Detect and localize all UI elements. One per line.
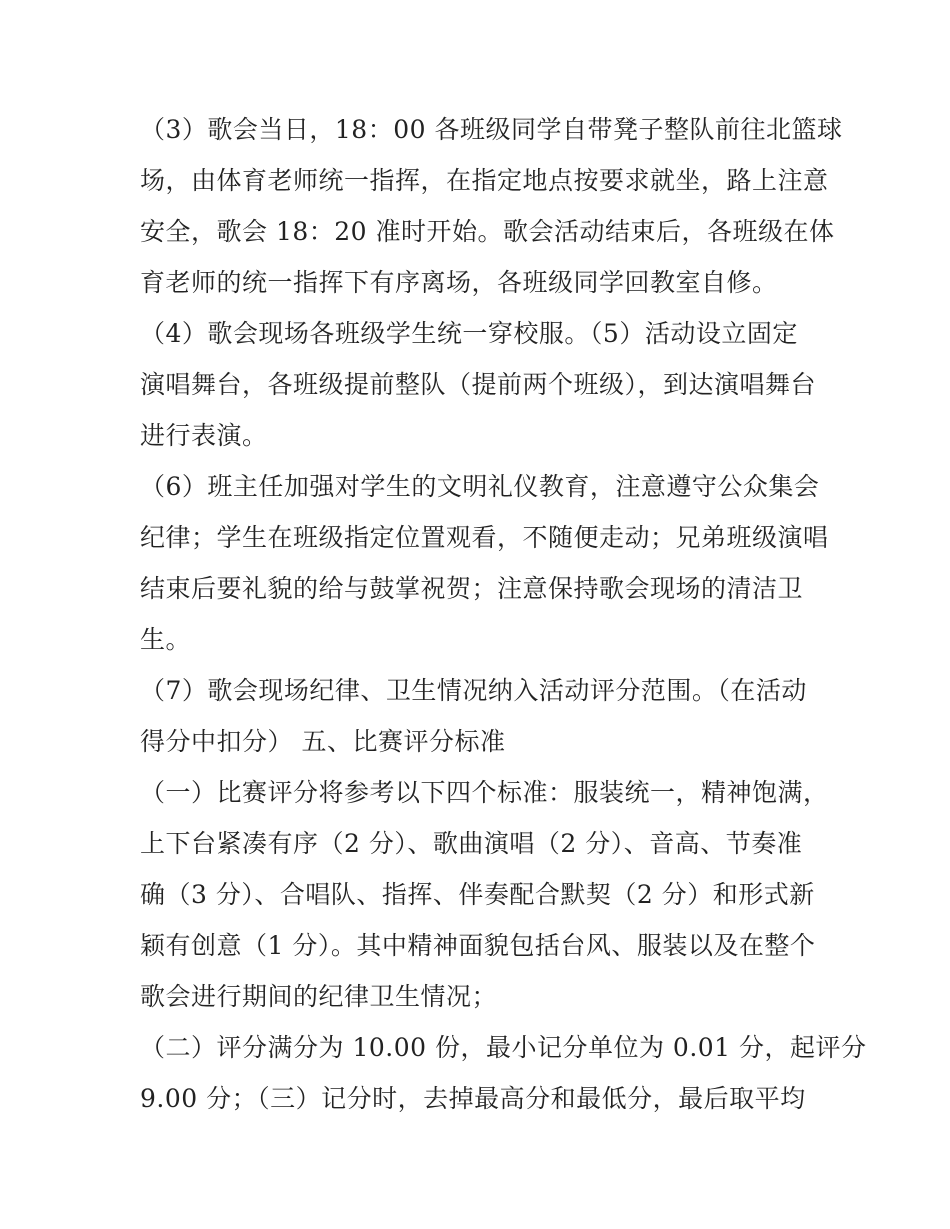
text-line-12: （7）歌会现场纪律、卫生情况纳入活动评分范围。（在活动: [140, 676, 807, 705]
text-line-7: 进行表演。: [140, 421, 268, 450]
text-line-19: （二）评分满分为 10.00 份，最小记分单位为 0.01 分，起评分: [140, 1033, 867, 1062]
document-body: [140, 110, 867, 1130]
text-line-6: 演唱舞台，各班级提前整队（提前两个班级），到达演唱舞台: [140, 370, 817, 399]
text-line-16: 确（3 分）、合唱队、指挥、伴奏配合默契（2 分）和形式新: [140, 880, 815, 909]
text-line-9: 纪律；学生在班级指定位置观看，不随便走动；兄弟班级演唱: [140, 523, 829, 552]
text-line-20: 9.00 分；（三）记分时，去掉最高分和最低分，最后取平均: [140, 1084, 806, 1113]
text-line-14: （一）比赛评分将参考以下四个标准：服装统一，精神饱满，: [140, 778, 829, 807]
text-line-11: 生。: [140, 625, 192, 654]
text-line-3: 安全，歌会 18：20 准时开始。歌会活动结束后，各班级在体: [140, 217, 835, 246]
text-line-13: 得分中扣分） 五、比赛评分标准: [140, 727, 506, 756]
text-line-18: 歌会进行期间的纪律卫生情况；: [140, 982, 498, 1011]
text-line-4: 育老师的统一指挥下有序离场，各班级同学回教室自修。: [140, 268, 778, 297]
text-line-15: 上下台紧凑有序（2 分）、歌曲演唱（2 分）、音高、节奏准: [140, 829, 803, 858]
text-line-17: 颖有创意（1 分）。其中精神面貌包括台风、服装以及在整个: [140, 931, 816, 960]
text-line-8: （6）班主任加强对学生的文明礼仪教育，注意遵守公众集会: [140, 472, 820, 501]
text-line-10: 结束后要礼貌的给与鼓掌祝贺；注意保持歌会现场的清洁卫: [140, 574, 804, 603]
text-line-1: （3）歌会当日，18：00 各班级同学自带凳子整队前往北篮球: [140, 115, 843, 144]
text-line-2: 场，由体育老师统一指挥，在指定地点按要求就坐，路上注意: [140, 166, 829, 195]
text-line-5: （4）歌会现场各班级学生统一穿校服。（5）活动设立固定: [140, 319, 798, 348]
